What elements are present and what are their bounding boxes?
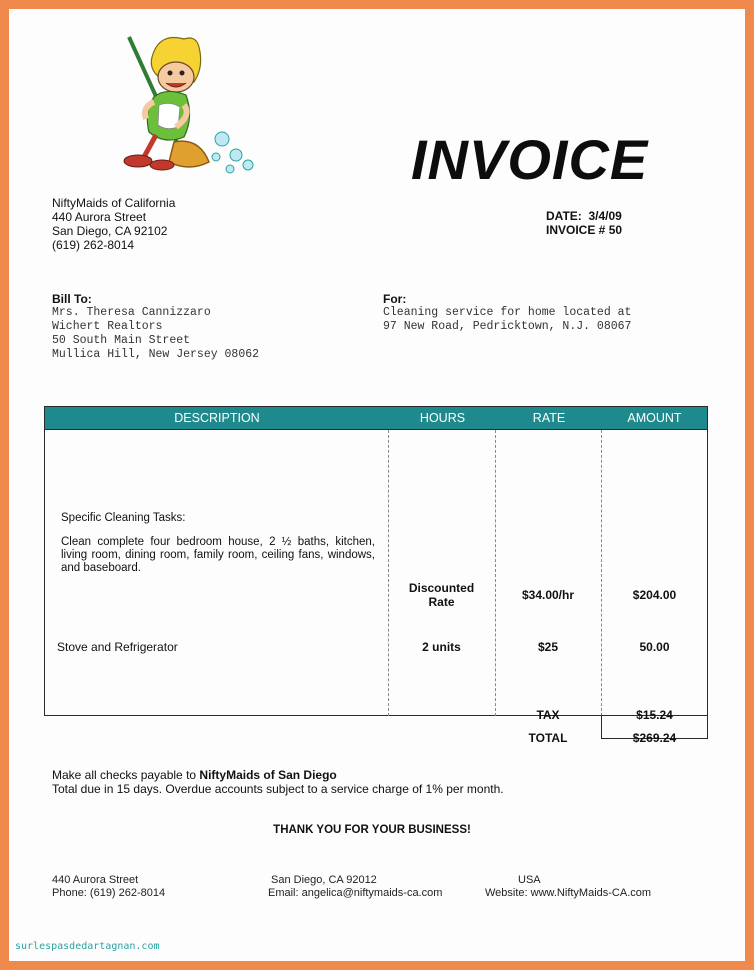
bill-to-line: Mullica Hill, New Jersey 08062 <box>52 348 260 361</box>
header-hours: HOURS <box>419 411 466 425</box>
row2-description: Stove and Refrigerator <box>57 640 178 654</box>
tasks-heading: Specific Cleaning Tasks: <box>61 512 186 524</box>
checks-line <box>52 768 504 782</box>
footer-website[interactable]: Website: www.NiftyMaids-CA.com <box>485 887 652 899</box>
date-label: DATE: <box>546 209 582 223</box>
invoice-page <box>9 9 745 961</box>
invoice-meta <box>546 209 622 237</box>
payment-instructions <box>52 768 504 796</box>
for-line: Cleaning service for home located at <box>383 306 632 319</box>
row2-amount: 50.00 <box>639 640 670 654</box>
checks-payee: NiftyMaids of San Diego <box>199 768 337 782</box>
footer-phone: Phone: (619) 262-8014 <box>52 887 166 899</box>
invoice-title: INVOICE <box>411 128 649 191</box>
date-value: 3/4/09 <box>588 209 622 223</box>
company-street: 440 Aurora Street <box>52 210 147 224</box>
column-divider <box>388 430 389 716</box>
thank-you: THANK YOU FOR YOUR BUSINESS! <box>273 824 471 836</box>
company-phone: (619) 262-8014 <box>52 238 135 252</box>
company-address <box>52 196 175 252</box>
cartoon-maid-sweeping-icon <box>104 27 264 177</box>
payment-terms: Total due in 15 days. Overdue accounts subject to a service charge of 1% per month. <box>52 782 504 796</box>
for-line: 97 New Road, Pedricktown, N.J. 08067 <box>383 320 632 333</box>
column-divider <box>495 430 496 716</box>
footer-city: San Diego, CA 92012 <box>271 874 377 886</box>
tax-label: TAX <box>536 708 560 722</box>
company-city: San Diego, CA 92102 <box>52 224 168 238</box>
tasks-description: Clean complete four bedroom house, 2 ½ baths, kitchen, living room, dining room, family room, ceiling fans, windows, and baseboard. <box>61 536 375 574</box>
for-block <box>383 292 631 334</box>
row1-amount: $204.00 <box>632 588 677 602</box>
footer-col-2 <box>268 874 442 900</box>
footer-col-3 <box>485 874 651 900</box>
bill-to-heading: Bill To: <box>52 292 92 306</box>
watermark: surlespasdedartagnan.com <box>15 941 160 952</box>
row1-hours: Discounted Rate <box>408 581 475 609</box>
bill-to-block <box>52 292 259 362</box>
checks-prefix: Make all checks payable to <box>52 768 200 782</box>
row2-rate: $25 <box>537 640 559 654</box>
line-items-table <box>44 406 708 746</box>
footer-street: 440 Aurora Street <box>52 874 139 886</box>
footer-email: Email: angelica@niftymaids-ca.com <box>268 887 443 899</box>
header-description: DESCRIPTION <box>174 411 260 425</box>
row2-hours: 2 units <box>422 640 461 654</box>
header-rate: RATE <box>532 411 566 425</box>
row1-rate: $34.00/hr <box>521 588 575 602</box>
invoice-number-label: INVOICE # <box>546 223 606 237</box>
invoice-number-line <box>546 223 622 237</box>
header-amount: AMOUNT <box>627 411 682 425</box>
date-line <box>546 209 622 223</box>
footer-col-1 <box>52 874 165 900</box>
table-left-border <box>44 406 45 716</box>
bill-to-line: Wichert Realtors <box>52 320 163 333</box>
total-label: TOTAL <box>528 731 568 745</box>
table-header <box>44 406 708 430</box>
company-name: NiftyMaids of California <box>52 196 176 210</box>
bill-to-line: Mrs. Theresa Cannizzaro <box>52 306 211 319</box>
footer-country: USA <box>518 874 541 886</box>
bill-to-line: 50 South Main Street <box>52 334 191 347</box>
invoice-number-value: 50 <box>608 223 623 237</box>
for-heading: For: <box>383 292 407 306</box>
total-value: $269.24 <box>632 731 677 745</box>
tax-value: $15.24 <box>636 708 673 722</box>
table-right-border <box>707 406 708 716</box>
column-divider <box>601 430 602 716</box>
